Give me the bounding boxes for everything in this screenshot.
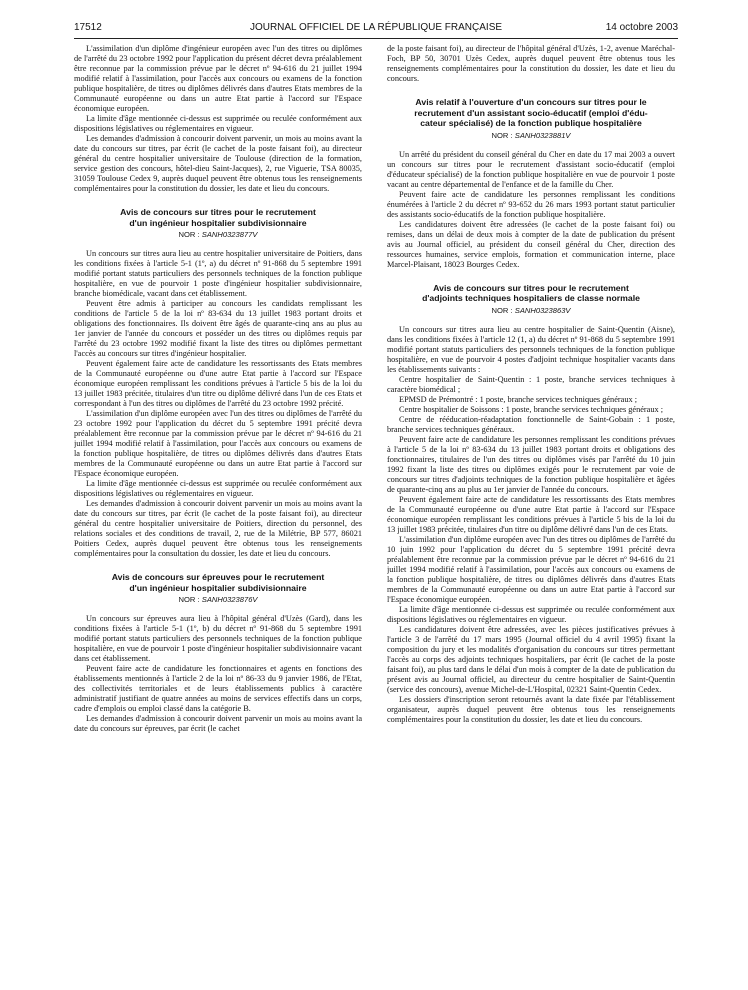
establishment-item: EPMSD de Prémontré : 1 poste, branche services techniques généraux ; [399, 394, 638, 404]
publication-date: 14 octobre 2003 [605, 22, 678, 33]
paragraph: L'assimilation d'un diplôme européen avec l'un des titres ou diplômes de l'arrêté du 23 octobre 1992 pour l'application du décret du 5 septembre 1991 précité devra préalablement être reconnue par la commission prévue par le décret nº 94-616 du 21 juillet 1994 modifié relatif à l'assimilation, pour l'accès aux concours ou examens de la fonction publique hospitalière, de titres ou diplômes délivrés dans d'autres Etats membres de la Communauté européenne ou dans un autre Etat partie à l'accord sur l'Espace économique européen. [74, 409, 362, 478]
paragraph: Un concours sur épreuves aura lieu à l'hôpital général d'Uzès (Gard), dans les conditions fixées à l'article 5-1 (1º, b) du décret nº 91-868 du 5 septembre 1991 modifié portant statuts particuliers des personnels techniques de la fonction publique hospitalière, en vue de pourvoir 1 poste d'ingénieur hospitalier subdivisionnaire vacant dans cet établissement. [74, 614, 362, 663]
paragraph: Les candidatures doivent être adressées, avec les pièces justificatives prévues à l'article 3 de l'arrêté du 17 mars 1995 (Journal officiel du 4 avril 1995) fixant la composition du jury et les modalités d'organisation du concours sur titres permettant l'accès au corps des adjoints techniques hospitaliers, par écrit (le cachet de la poste faisant foi), au plus tard dans le délai d'un mois à compter de la date de publication du présent avis au Journal officiel, au directeur du centre hospitalier de Saint-Quentin (service des concours), avenue Michel-de-L'Hospital, 02321 Saint-Quentin Cedex. [387, 624, 675, 694]
notice-title-line: d'un ingénieur hospitalier subdivisionnaire [129, 582, 307, 593]
paragraph: de la poste faisant foi), au directeur de l'hôpital général d'Uzès, 1-2, avenue Maréchal-Foch, BP 50, 30701 Uzès Cedex, auprès duquel peuvent être obtenus tous les renseignements complémentaires pour la constitution du dossier, les date et lieu du concours. [387, 44, 675, 83]
nor-code: SANH0323877V [201, 230, 258, 239]
paragraph: Peuvent également faire acte de candidature les ressortissants des Etats membres de la Communauté européenne ou d'une autre Etat partie à l'accord sur l'Espace économique européen remplissant les conditions prévues à l'article 5 bis de la loi du 13 juillet 1983 précitée, titulaires d'un titre ou diplôme délivré dans l'un de ces Etats. [387, 494, 675, 534]
left-column [74, 44, 362, 979]
notice-title [74, 207, 362, 228]
paragraph: Les dossiers d'inscription seront retournés avant la date fixée par l'établissement organisateur, auprès duquel peuvent être obtenus tous les renseignements complémentaires pour la constitution du dossier, les date et lieu du concours. [387, 694, 675, 724]
nor-reference [387, 131, 675, 141]
notice-adjoints-techniques [387, 283, 675, 725]
notice-assistant-socio-educatif [387, 97, 675, 270]
establishment-item: Centre hospitalier de Saint-Quentin : 1 poste, branche services techniques à caractère biomédical ; [387, 374, 675, 394]
paragraph: Peuvent également faire acte de candidature les ressortissants des Etats membres de la Communauté européenne ou d'une autre Etat partie à l'accord sur l'Espace économique européen remplissant les conditions prévues à l'article 5 bis de la loi du 13 juillet 1983 précitée, titulaires d'un titre ou diplôme délivré dans l'un de ces Etats et correspondant à l'un des titres ou diplômes de l'arrêté du 23 octobre 1992 précité. [74, 359, 362, 408]
nor-code: SANH0323876V [201, 595, 258, 604]
notice-ingenieur-uzes [74, 572, 362, 734]
notice-title-line: d'un ingénieur hospitalier subdivisionnaire [129, 217, 307, 228]
paragraph: La limite d'âge mentionnée ci-dessus est supprimée ou reculée conformément aux dispositions législatives ou réglementaires en vigueur. [74, 114, 362, 133]
establishment-item: Centre de rééducation-réadaptation fonctionnelle de Saint-Gobain : 1 poste, branche services techniques généraux. [387, 414, 675, 434]
page-number: 17512 [74, 22, 102, 33]
paragraph: Peuvent faire acte de candidature les personnes remplissant les conditions énumérées à l'article 2 du décret nº 93-652 du 26 mars 1993 portant statut particulier des assistants socio-éducatifs de la fonction publique hospitalière. [387, 189, 675, 219]
page-header [74, 20, 678, 39]
paragraph: Les demandes d'admission à concourir doivent parvenir un mois au moins avant la date du concours sur épreuves, par écrit (le cachet [74, 714, 362, 733]
paragraph: Les demandes d'admission à concourir doivent parvenir un mois au moins avant la date du concours sur titres, par écrit (le cachet de la poste faisant foi), au directeur général du centre hospitalier universitaire de Poitiers, direction du personnel, des relations sociales et des conditions de travail, 2, rue de la Milétrie, BP 577, 86021 Poitiers Cedex, auprès duquel peuvent être obtenus tous les renseignements complémentaires pour la consultation du dossier, les date et lieu du concours. [74, 499, 362, 558]
paragraph: Un concours sur titres aura lieu au centre hospitalier universitaire de Poitiers, dans les conditions fixées à l'article 5-1 (1º, a) du décret nº 91-868 du 5 septembre 1991 modifié portant statuts particuliers des personnels techniques de la fonction publique hospitalière, en vue de pourvoir 1 poste d'ingénieur hospitalier subdivisionnaire, branche biomédicale, vacant dans cet établissement. [74, 249, 362, 298]
paragraph: L'assimilation d'un diplôme d'ingénieur européen avec l'un des titres ou diplômes de l'arrêté du 23 octobre 1992 pour l'application du présent décret devra préalablement être reconnue par la commission prévue par le décret nº 94-616 du 21 juillet 1994 modifié relatif à l'assimilation, pour l'accès aux concours ou examens de la fonction publique hospitalière, de titres ou diplômes délivrés dans d'autres Etats membres de la Communauté européenne ou dans un autre Etat partie à l'accord sur l'Espace économique européen. [74, 44, 362, 113]
paragraph: Peuvent faire acte de candidature les personnes remplissant les conditions prévues à l'article 5 de la loi nº 83-634 du 13 juillet 1983 portant droits et obligations des fonctionnaires, titulaires de l'un des titres ou diplômes visés par l'arrêté du 10 juin 1992 fixant la liste des titres ou diplômes exigés pour le recrutement par voie de concours sur titres d'adjoints techniques de la fonction publique hospitalière et âgées de quarante-cinq ans au plus au 1er janvier de l'année du concours. [387, 434, 675, 494]
nor-label: NOR : [178, 230, 200, 239]
notice-title [387, 97, 675, 129]
notice-title [387, 283, 675, 304]
notice-title-line: recrutement d'un assistant socio-éducatif (emploi d'édu- [414, 107, 648, 118]
paragraph: La limite d'âge mentionnée ci-dessus est supprimée ou reculée conformément aux dispositions législatives ou réglementaires en vigueur. [387, 604, 675, 624]
nor-code: SANH0323863V [514, 305, 571, 315]
notice-title-line: d'adjoints techniques hospitaliers de classe normale [422, 293, 640, 303]
paragraph: Un concours sur titres aura lieu au centre hospitalier de Saint-Quentin (Aisne), dans les conditions fixées à l'article 12 (1, a) du décret nº 91-868 du 5 septembre 1991 modifié portant statuts particuliers des personnels techniques de la fonction publique hospitalière, en vue de pourvoir 4 postes d'adjoint technique hospitalier vacants dans les établissements suivants : [387, 324, 675, 374]
nor-reference [74, 595, 362, 605]
nor-label: NOR : [178, 595, 200, 604]
journal-title: JOURNAL OFFICIEL DE LA RÉPUBLIQUE FRANÇAISE [249, 22, 503, 33]
nor-reference [74, 230, 362, 240]
notice-title-line: Avis de concours sur titres pour le recrutement [433, 282, 629, 293]
nor-reference [387, 306, 675, 316]
paragraph: Les demandes d'admission à concourir doivent parvenir, un mois au moins avant la date du concours sur titres, par écrit (le cachet de la poste faisant foi), au directeur général du centre hospitalier universitaire de Toulouse (direction de la formation, service gestion des concours, hôtel-dieu Saint-Jacques), 2, rue Viguerie, TSA 80035, 31059 Toulouse Cedex 9, auprès duquel peuvent être obtenus tous les renseignements complémentaires pour la constitution du dossier, les date et lieu du concours. [74, 134, 362, 193]
notice-title [74, 572, 362, 593]
paragraph: Les candidatures doivent être adressées (le cachet de la poste faisant foi) ou remises, dans un délai de deux mois à compter de la date de publication du présent avis au Journal officiel, au président du conseil général du Cher, direction des ressources humaines, service emplois, formation et communication interne, place Marcel-Plaisant, 18023 Bourges Cedex. [387, 219, 675, 269]
continuation-text [387, 44, 675, 84]
nor-label: NOR : [491, 305, 513, 315]
right-column [387, 44, 675, 979]
intro-text [74, 44, 362, 194]
notice-ingenieur-poitiers [74, 207, 362, 559]
notice-title-line: Avis de concours sur épreuves pour le recrutement [111, 572, 325, 582]
nor-label: NOR : [491, 130, 513, 140]
paragraph: La limite d'âge mentionnée ci-dessus est supprimée ou reculée conformément aux dispositions législatives ou réglementaires en vigueur. [74, 479, 362, 498]
establishment-item: Centre hospitalier de Soissons : 1 poste, branche services techniques généraux ; [399, 404, 664, 414]
notice-title-line: Avis relatif à l'ouverture d'un concours sur titres pour le [415, 97, 647, 107]
paragraph: Un arrêté du président du conseil général du Cher en date du 17 mai 2003 a ouvert un concours sur titres pour le recrutement d'assistant socio-éducatif (emploi d'éducateur spécialisé) de la fonction publique hospitalière en vue de pourvoir 1 poste vacant au centre départemental de l'enfance et de la famille du Cher. [387, 149, 675, 189]
notice-title-line: Avis de concours sur titres pour le recrutement [120, 207, 316, 217]
paragraph: L'assimilation d'un diplôme européen avec l'un des titres ou diplômes de l'arrêté du 10 juin 1992 pour l'application du décret du 5 septembre 1991 précité devra préalablement être reconnue par la commission prévue par le décret nº 94-616 du 21 juillet 1994 modifié relatif à l'assimilation, pour l'accès aux concours ou examens de la fonction publique hospitalière, de titres ou diplômes délivrés dans d'autres Etats membres de la Communauté européenne ou dans un autre Etat partie à l'accord sur l'Espace économique européen. [387, 534, 675, 604]
paragraph: Peuvent être admis à participer au concours les candidats remplissant les conditions de l'article 5 de la loi nº 83-634 du 13 juillet 1983 portant droits et obligations des fonctionnaires. Ils doivent être âgés de quarante-cinq ans au plus au 1er janvier de l'année du concours et posséder un des titres ou diplômes requis par l'arrêté du 23 octobre 1992 modifié fixant la liste des titres ou diplômes permettant l'accès au concours sur titres d'ingénieur hospitalier. [74, 299, 362, 358]
nor-code: SANH0323881V [514, 130, 571, 140]
notice-title-line: cateur spécialisé) de la fonction publique hospitalière [420, 118, 642, 128]
paragraph: Peuvent faire acte de candidature les fonctionnaires et agents en fonctions des établissements mentionnés à l'article 2 de la loi nº 86-33 du 9 janvier 1986, de l'Etat, des collectivités territoriales et de leurs établissements publics à caractère administratif justifiant de quatre années au moins de services effectifs dans un corps, cadre d'emplois ou emploi classé dans la catégorie B. [74, 664, 362, 713]
